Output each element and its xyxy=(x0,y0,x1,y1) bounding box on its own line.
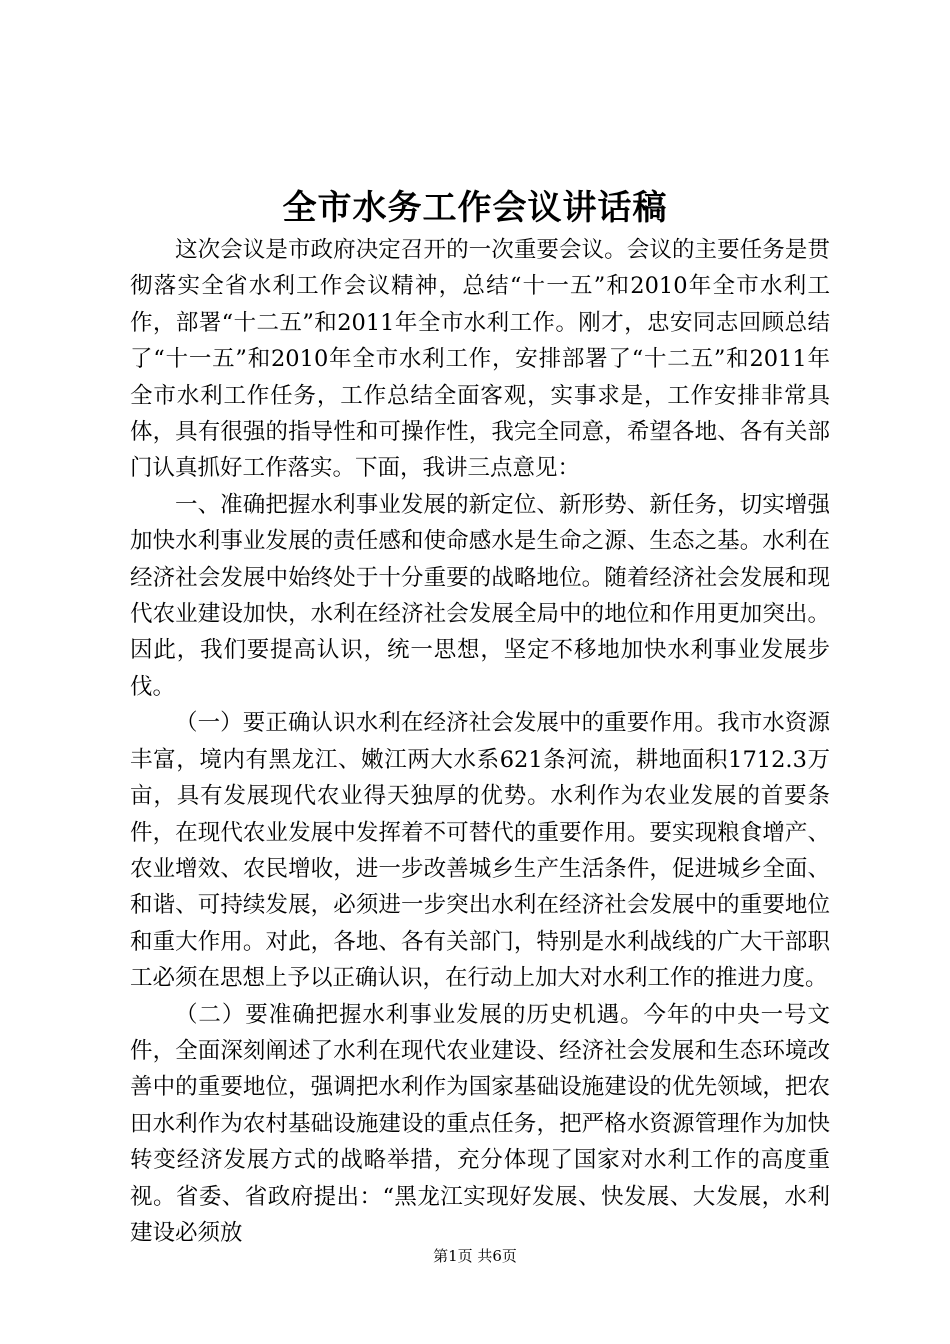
paragraph-intro: 这次会议是市政府决定召开的一次重要会议。会议的主要任务是贯彻落实全省水利工作会议精神，总结“十一五”和2010年全市水利工作，部署“十二五”和2011年全市水利工作。刚才，忠安同志回顾总结了“十一五”和2010年全市水利工作，安排部署了“十二五”和2011年全市水利工作任务，工作总结全面客观，实事求是，工作安排非常具体，具有很强的指导性和可操作性，我完全同意，希望各地、各有关部门认真抓好工作落实。下面，我讲三点意见： xyxy=(130,237,830,482)
document-body xyxy=(130,232,830,1251)
paragraph-point-one: （一）要正确认识水利在经济社会发展中的重要作用。我市水资源丰富，境内有黑龙江、嫩江两大水系621条河流，耕地面积1712.3万亩，具有发展现代农业得天独厚的优势。水利作为农业发展的首要条件，在现代农业发展中发挥着不可替代的重要作用。要实现粮食增产、农业增效、农民增收，进一步改善城乡生产生活条件，促进城乡全面、和谐、可持续发展，必须进一步突出水利在经济社会发展中的重要地位和重大作用。对此，各地、各有关部门，特别是水利战线的广大干部职工必须在思想上予以正确认识，在行动上加大对水利工作的推进力度。 xyxy=(130,710,830,992)
page-number-footer: 第1页 共6页 xyxy=(433,1247,517,1265)
paragraph-section-one: 一、准确把握水利事业发展的新定位、新形势、新任务，切实增强加快水利事业发展的责任感和使命感水是生命之源、生态之基。水利在经济社会发展中始终处于十分重要的战略地位。随着经济社会发展和现代农业建设加快，水利在经济社会发展全局中的地位和作用更加突出。因此，我们要提高认识，统一思想，坚定不移地加快水利事业发展步伐。 xyxy=(130,491,830,700)
document-title: 全市水务工作会议讲话稿 xyxy=(282,188,668,228)
paragraph-point-two: （二）要准确把握水利事业发展的历史机遇。今年的中央一号文件，全面深刻阐述了水利在现代农业建设、经济社会发展和生态环境改善中的重要地位，强调把水利作为国家基础设施建设的优先领域，把农田水利作为农村基础设施建设的重点任务，把严格水资源管理作为加快转变经济发展方式的战略举措，充分体现了国家对水利工作的高度重视。省委、省政府提出：“黑龙江实现好发展、快发展、大发展，水利建设必须放 xyxy=(130,1001,830,1246)
